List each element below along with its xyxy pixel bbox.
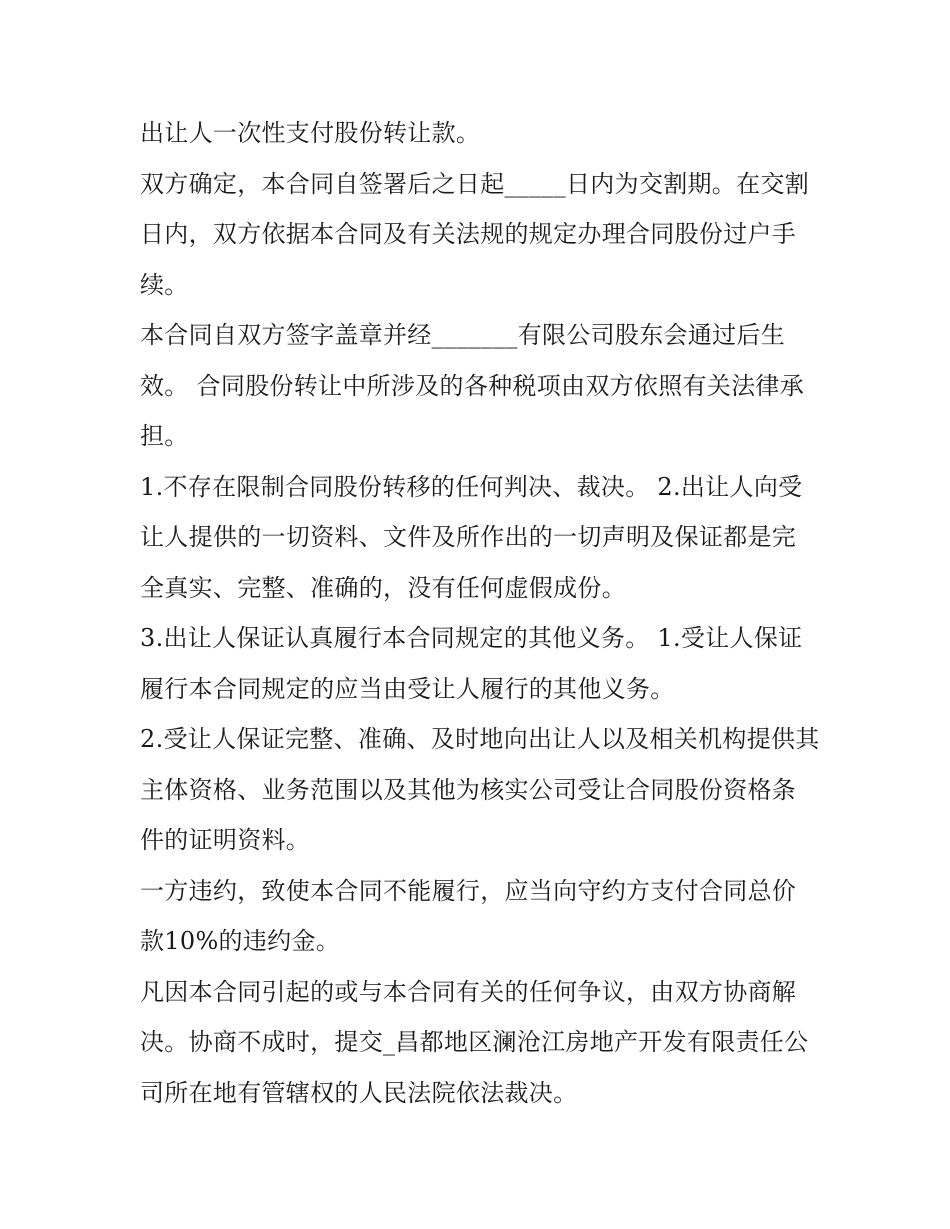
paragraph-obligations: 3.出让人保证认真履行本合同规定的其他义务。 1.受让人保证履行本合同规定的应当由受让人履行的其他义务。 [140,624,803,703]
paragraph-dispute: 凡因本合同引起的或与本合同有关的任何争议，由双方协商解决。协商不成时，提交_昌都地区澜沧江房地产开发有限责任公司所在地有管辖权的人民法院依法裁决。 [140,977,809,1107]
paragraph-delivery-period: 双方确定，本合同自签署后之日起_____日内为交割期。在交割日内，双方依据本合同及有关法规的规定办理合同股份过户手续。 [140,169,809,299]
paragraph-breach: 一方违约，致使本合同不能履行，应当向守约方支付合同总价款10%的违约金。 [140,876,797,955]
paragraph-effectiveness: 本合同自双方签字盖章并经_______有限公司股东会通过后生效。 合同股份转让中所涉及的各种税项由双方依照有关法律承担。 [140,321,805,450]
paragraph-seller-warranties: 1.不存在限制合同股份转移的任何判决、裁决。 2.出让人向受让人提供的一切资料、文件及所作出的一切声明及保证都是完全真实、完整、准确的，没有任何虚假成份。 [140,472,803,602]
paragraph-payment: 出让人一次性支付股份转让款。 [140,119,481,147]
paragraph-buyer-warranties: 2.受让人保证完整、准确、及时地向出让人以及相关机构提供其主体资格、业务范围以及其他为核实公司受让合同股份资格条件的证明资料。 [140,725,820,854]
document-page [140,108,820,1118]
